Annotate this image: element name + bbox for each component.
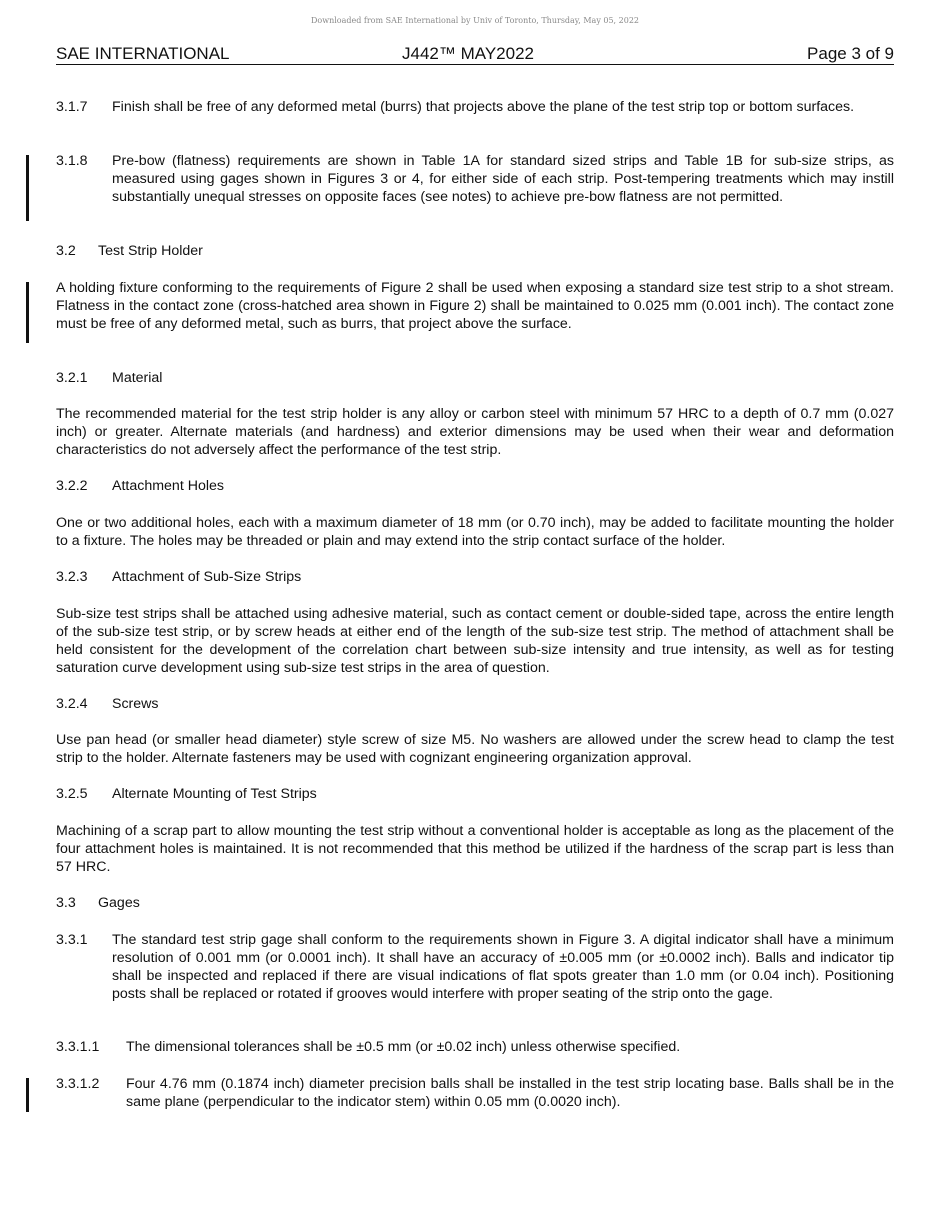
section-title: Screws <box>112 696 159 712</box>
section-number: 3.2 <box>56 243 76 259</box>
page-header <box>56 44 894 65</box>
section-title: Test Strip Holder <box>98 243 203 259</box>
download-watermark: Downloaded from SAE International by Univ of Toronto, Thursday, May 05, 2022 <box>311 16 639 25</box>
heading-3-2-2 <box>56 477 894 495</box>
section-number: 3.1.7 <box>56 99 88 115</box>
paragraph-3-2-3: Sub-size test strips shall be attached using adhesive material, such as contact cement or double-sided tape, across the entire length of the sub-size test strip, or by screw heads at either end of the length of the sub-size test strip. The method of attachment shall be held consistent for the development of the correlation chart between sub-size intensity and true intensity, as well as for testing saturation curve development using sub-size test strips in the area of question. <box>56 606 894 676</box>
heading-3-2-3 <box>56 568 894 586</box>
section-number: 3.3.1.1 <box>56 1039 100 1055</box>
section-number: 3.3 <box>56 895 76 911</box>
section-text: The standard test strip gage shall conform to the requirements shown in Figure 3. A digital indicator shall have a minimum resolution of 0.001 mm (or 0.0001 inch). It shall have an accuracy of ±0.005 mm (or ±0.0002 inch). Balls and indicator tip shall be inspected and replaced if there are visual indications of flat spots greater than 1.0 mm (or 0.04 inch). Positioning posts shall be replaced or rotated if grooves would interfere with proper seating of the strip onto the gage. <box>112 932 894 1002</box>
section-text: Four 4.76 mm (0.1874 inch) diameter precision balls shall be installed in the test strip locating base. Balls shall be in the same plane (perpendicular to the indicator stem) within 0.05 mm (0.0020 inch). <box>126 1076 894 1110</box>
section-3-3-1-2 <box>56 1075 894 1111</box>
paragraph-3-2-5: Machining of a scrap part to allow mounting the test strip without a conventional holder is acceptable as long as the placement of the four attachment holes is maintained. It is not recommended that this method be utilized if the hardness of the scrap part is less than 57 HRC. <box>56 823 894 875</box>
change-bar <box>26 1078 29 1112</box>
header-page-number: Page 3 of 9 <box>807 44 894 63</box>
section-3-1-8 <box>56 152 894 224</box>
header-document-id: J442™ MAY2022 <box>402 44 534 63</box>
paragraph-3-2-1: The recommended material for the test strip holder is any alloy or carbon steel with minimum 57 HRC to a depth of 0.7 mm (0.027 inch) or greater. Alternate materials (and hardness) and exterior dimensions may be used when their wear and deformation characteristics do not adversely affect the performance of the test strip. <box>56 406 894 458</box>
change-bar <box>26 282 29 343</box>
section-3-3-1-1 <box>56 1038 894 1056</box>
section-3-3-1 <box>56 931 894 1021</box>
paragraph-3-2-2: One or two additional holes, each with a maximum diameter of 18 mm (or 0.70 inch), may be added to facilitate mounting the holder to a fixture. The holes may be threaded or plain and may extend into the strip contact surface of the holder. <box>56 515 894 549</box>
section-title: Alternate Mounting of Test Strips <box>112 786 317 802</box>
paragraph-3-2-4: Use pan head (or smaller head diameter) style screw of size M5. No washers are allowed under the screw head to clamp the test strip to the holder. Alternate fasteners may be used with cognizant engineering organization approval. <box>56 732 894 766</box>
section-title: Attachment Holes <box>112 478 224 494</box>
section-number: 3.3.1.2 <box>56 1076 100 1092</box>
section-3-1-7 <box>56 98 894 134</box>
section-number: 3.3.1 <box>56 932 88 948</box>
section-text: Finish shall be free of any deformed metal (burrs) that projects above the plane of the test strip top or bottom surfaces. <box>112 99 855 115</box>
section-number: 3.1.8 <box>56 153 88 169</box>
section-title: Attachment of Sub-Size Strips <box>112 569 302 585</box>
paragraph-3-2: A holding fixture conforming to the requirements of Figure 2 shall be used when exposing a standard size test strip to a shot stream. Flatness in the contact zone (cross-hatched area shown in Figure 2) shall be maintained to 0.025 mm (0.001 inch). The contact zone must be free of any deformed metal, such as burrs, that project above the surface. <box>56 280 894 332</box>
heading-3-2-1 <box>56 369 894 387</box>
section-number: 3.2.5 <box>56 786 88 802</box>
section-number: 3.2.2 <box>56 478 88 494</box>
section-title: Gages <box>98 895 140 911</box>
section-text: Pre-bow (flatness) requirements are shown in Table 1A for standard sized strips and Table 1B for sub-size strips, as measured using gages shown in Figures 3 or 4, for either side of each strip. Post-tempering treatments which may instill substantially unequal stresses on opposite faces (see notes) to achieve pre-bow flatness are not permitted. <box>112 153 894 205</box>
heading-3-2-4 <box>56 695 894 713</box>
section-title: Material <box>112 370 163 386</box>
heading-3-3 <box>56 894 894 912</box>
heading-3-2 <box>56 242 894 260</box>
section-number: 3.2.3 <box>56 569 88 585</box>
heading-3-2-5 <box>56 785 894 803</box>
section-number: 3.2.1 <box>56 370 88 386</box>
change-bar <box>26 155 29 221</box>
section-number: 3.2.4 <box>56 696 88 712</box>
section-text: The dimensional tolerances shall be ±0.5 mm (or ±0.02 inch) unless otherwise specified. <box>126 1039 681 1055</box>
header-organization: SAE INTERNATIONAL <box>56 44 230 63</box>
